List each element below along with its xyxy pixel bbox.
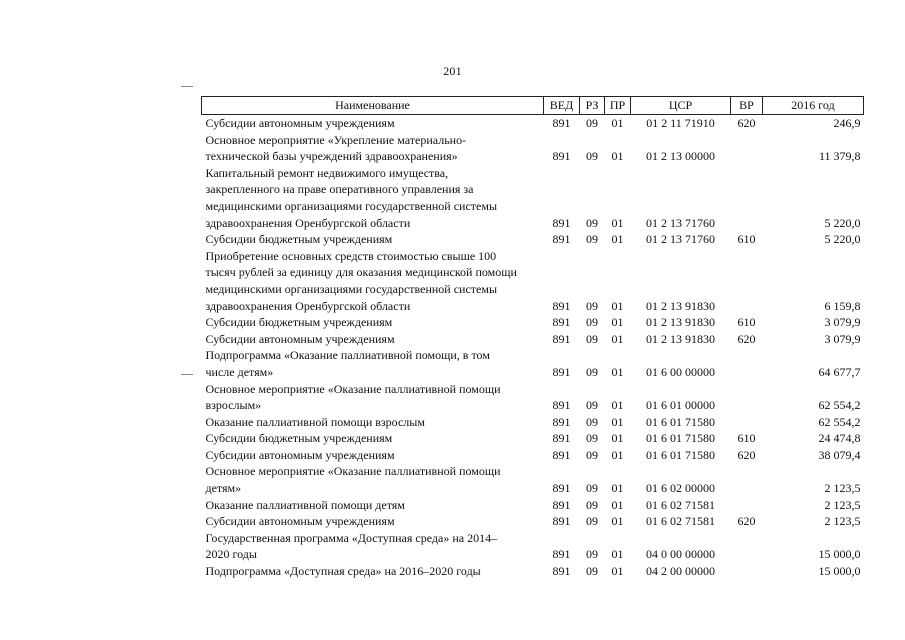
row-vr <box>731 165 763 231</box>
row-vr <box>731 347 763 380</box>
table-row <box>202 463 864 496</box>
margin-mark <box>181 374 193 375</box>
row-name <box>202 530 544 563</box>
row-pr: 01 <box>611 497 624 512</box>
row-rz: 09 <box>586 564 598 579</box>
table-row <box>202 347 864 380</box>
row-pr: 01 <box>611 364 624 379</box>
table-row <box>202 248 864 314</box>
row-name <box>202 132 544 165</box>
row-name-line: медицинскими организациями государственной системы <box>205 198 498 213</box>
row-pr: 01 <box>611 481 624 496</box>
row-csr: 01 2 13 71760 <box>646 215 715 230</box>
row-csr: 01 6 02 71581 <box>646 514 715 529</box>
row-amount: 5 220,0 <box>824 232 861 247</box>
row-name <box>202 447 544 464</box>
row-name-line: детям» <box>205 481 242 496</box>
row-amount: 15 000,0 <box>818 564 861 579</box>
row-pr: 01 <box>611 298 624 313</box>
row-name-line: Основное мероприятие «Оказание паллиативной помощи <box>205 381 501 396</box>
row-name <box>202 314 544 331</box>
row-amount: 2 123,5 <box>824 497 861 512</box>
row-vr <box>731 497 763 514</box>
budget-table <box>201 96 864 580</box>
table-row <box>202 414 864 431</box>
table-row <box>202 447 864 464</box>
row-rz: 09 <box>586 447 598 462</box>
row-vr <box>731 381 763 414</box>
row-pr: 01 <box>611 149 624 164</box>
row-csr: 01 6 01 71580 <box>646 447 715 462</box>
row-pr: 01 <box>611 514 624 529</box>
row-name-line: Подпрограмма «Оказание паллиативной помощи, в том <box>205 348 490 363</box>
row-name-line: Государственная программа «Доступная среда» на 2014– <box>205 530 498 545</box>
row-name <box>202 513 544 530</box>
row-name <box>202 463 544 496</box>
row-rz: 09 <box>586 514 598 529</box>
row-name-line: здравоохранения Оренбургской области <box>205 298 411 313</box>
row-ved: 891 <box>552 298 571 313</box>
row-ved: 891 <box>552 116 571 130</box>
page-number: 201 <box>443 64 462 78</box>
row-amount: 11 379,8 <box>818 149 861 164</box>
row-ved: 891 <box>552 232 571 247</box>
row-pr: 01 <box>611 232 624 247</box>
row-ved: 891 <box>552 481 571 496</box>
row-ved: 891 <box>552 514 571 529</box>
table-header-row <box>202 97 864 115</box>
row-vr <box>731 563 763 580</box>
row-pr: 01 <box>611 447 624 462</box>
table-row <box>202 381 864 414</box>
row-csr: 01 2 13 71760 <box>646 232 715 247</box>
table-row <box>202 331 864 348</box>
row-rz: 09 <box>586 149 598 164</box>
row-ved: 891 <box>552 547 571 562</box>
row-csr: 04 2 00 00000 <box>646 564 715 579</box>
row-name <box>202 414 544 431</box>
row-ved: 891 <box>552 398 571 413</box>
row-amount: 64 677,7 <box>818 364 861 379</box>
row-name-line: Приобретение основных средств стоимостью свыше 100 <box>205 248 497 263</box>
row-name-line: Капитальный ремонт недвижимого имущества, <box>205 165 449 180</box>
row-name-line: Субсидии автономным учреждениям <box>205 447 395 462</box>
row-csr: 01 2 11 71910 <box>646 116 715 130</box>
row-ved: 891 <box>552 331 571 346</box>
table-row <box>202 314 864 331</box>
row-vr: 620 <box>737 331 756 346</box>
row-csr: 01 2 13 91830 <box>646 298 715 313</box>
row-ved: 891 <box>552 215 571 230</box>
row-name <box>202 165 544 231</box>
row-amount: 38 079,4 <box>818 447 861 462</box>
margin-mark <box>181 86 193 87</box>
row-csr: 01 6 02 00000 <box>646 481 715 496</box>
row-vr <box>731 463 763 496</box>
row-csr: 01 2 13 91830 <box>646 315 715 330</box>
row-amount: 2 123,5 <box>824 514 861 529</box>
row-vr <box>731 414 763 431</box>
row-name-line: Субсидии автономным учреждениям <box>205 514 395 529</box>
row-amount: 3 079,9 <box>824 315 861 330</box>
row-rz: 09 <box>586 497 598 512</box>
table-row <box>202 530 864 563</box>
row-vr <box>731 248 763 314</box>
row-vr <box>731 132 763 165</box>
row-csr: 01 6 01 71580 <box>646 431 715 446</box>
row-name-line: взрослым» <box>205 398 262 413</box>
row-ved: 891 <box>552 414 571 429</box>
row-pr: 01 <box>611 547 624 562</box>
table-row <box>202 513 864 530</box>
row-vr: 610 <box>737 315 756 330</box>
header-rz: РЗ <box>580 97 605 115</box>
row-rz: 09 <box>586 364 598 379</box>
row-rz: 09 <box>586 116 598 130</box>
row-pr: 01 <box>611 116 624 130</box>
row-rz: 09 <box>586 481 598 496</box>
row-vr: 620 <box>737 116 756 130</box>
row-csr: 01 2 13 00000 <box>646 149 715 164</box>
header-vr: ВР <box>731 97 763 115</box>
row-csr: 01 6 01 00000 <box>646 398 715 413</box>
row-ved: 891 <box>552 447 571 462</box>
row-rz: 09 <box>586 315 598 330</box>
row-name <box>202 347 544 380</box>
row-amount: 5 220,0 <box>824 215 861 230</box>
row-pr: 01 <box>611 315 624 330</box>
row-ved: 891 <box>552 149 571 164</box>
row-name-line: Субсидии бюджетным учреждениям <box>205 431 393 446</box>
header-csr: ЦСР <box>631 97 731 115</box>
table-body <box>202 115 864 580</box>
table-row <box>202 563 864 580</box>
row-name-line: Субсидии автономным учреждениям <box>205 116 395 130</box>
row-name-line: Субсидии бюджетным учреждениям <box>205 315 393 330</box>
row-name-line: закрепленного на праве оперативного управления за <box>205 182 474 197</box>
row-pr: 01 <box>611 431 624 446</box>
row-amount: 24 474,8 <box>818 431 861 446</box>
row-vr: 620 <box>737 447 756 462</box>
row-rz: 09 <box>586 431 598 446</box>
row-ved: 891 <box>552 564 571 579</box>
header-name: Наименование <box>202 97 544 115</box>
row-name-line: Подпрограмма «Доступная среда» на 2016–2020 годы <box>205 564 481 579</box>
table-row <box>202 132 864 165</box>
row-csr: 01 6 00 00000 <box>646 364 715 379</box>
row-pr: 01 <box>611 564 624 579</box>
row-ved: 891 <box>552 315 571 330</box>
row-rz: 09 <box>586 414 598 429</box>
row-ved: 891 <box>552 431 571 446</box>
row-vr: 610 <box>737 232 756 247</box>
row-name-line: Субсидии бюджетным учреждениям <box>205 232 393 247</box>
row-ved: 891 <box>552 364 571 379</box>
row-amount: 3 079,9 <box>824 331 861 346</box>
row-name <box>202 563 544 580</box>
row-csr: 01 2 13 91830 <box>646 331 715 346</box>
row-amount: 246,9 <box>833 116 861 130</box>
header-pr: ПР <box>605 97 631 115</box>
row-csr: 01 6 02 71581 <box>646 497 715 512</box>
row-name-line: здравоохранения Оренбургской области <box>205 215 411 230</box>
table-row <box>202 430 864 447</box>
row-rz: 09 <box>586 398 598 413</box>
row-pr: 01 <box>611 414 624 429</box>
row-name-line: Оказание паллиативной помощи детям <box>205 497 405 512</box>
row-name-line: тысяч рублей за единицу для оказания медицинской помощи <box>205 265 517 280</box>
row-pr: 01 <box>611 331 624 346</box>
table-row <box>202 115 864 132</box>
row-vr <box>731 530 763 563</box>
row-rz: 09 <box>586 298 598 313</box>
row-vr: 620 <box>737 514 756 529</box>
row-vr: 610 <box>737 431 756 446</box>
row-csr: 04 0 00 00000 <box>646 547 715 562</box>
row-name-line: медицинскими организациями государственной системы <box>205 281 498 296</box>
row-name-line: 2020 годы <box>205 547 257 562</box>
row-name <box>202 331 544 348</box>
row-ved: 891 <box>552 497 571 512</box>
row-pr: 01 <box>611 215 624 230</box>
row-amount: 2 123,5 <box>824 481 861 496</box>
row-pr: 01 <box>611 398 624 413</box>
table-row <box>202 497 864 514</box>
row-name <box>202 231 544 248</box>
row-rz: 09 <box>586 331 598 346</box>
row-name-line: Субсидии автономным учреждениям <box>205 331 395 346</box>
header-ved: ВЕД <box>544 97 580 115</box>
table-row <box>202 231 864 248</box>
row-rz: 09 <box>586 547 598 562</box>
row-name-line: технической базы учреждений здравоохранения» <box>205 149 458 164</box>
header-amount: 2016 год <box>763 97 864 115</box>
row-rz: 09 <box>586 232 598 247</box>
row-amount: 62 554,2 <box>818 414 861 429</box>
row-name-line: числе детям» <box>205 364 274 379</box>
row-name-line: Оказание паллиативной помощи взрослым <box>205 414 425 429</box>
row-name-line: Основное мероприятие «Укрепление материально- <box>205 132 467 147</box>
table-row <box>202 165 864 231</box>
row-rz: 09 <box>586 215 598 230</box>
row-name <box>202 381 544 414</box>
row-name <box>202 430 544 447</box>
row-name <box>202 248 544 314</box>
row-amount: 6 159,8 <box>824 298 861 313</box>
row-csr: 01 6 01 71580 <box>646 414 715 429</box>
row-name-line: Основное мероприятие «Оказание паллиативной помощи <box>205 464 501 479</box>
row-amount: 62 554,2 <box>818 398 861 413</box>
row-name <box>202 115 544 132</box>
row-amount: 15 000,0 <box>818 547 861 562</box>
row-name <box>202 497 544 514</box>
